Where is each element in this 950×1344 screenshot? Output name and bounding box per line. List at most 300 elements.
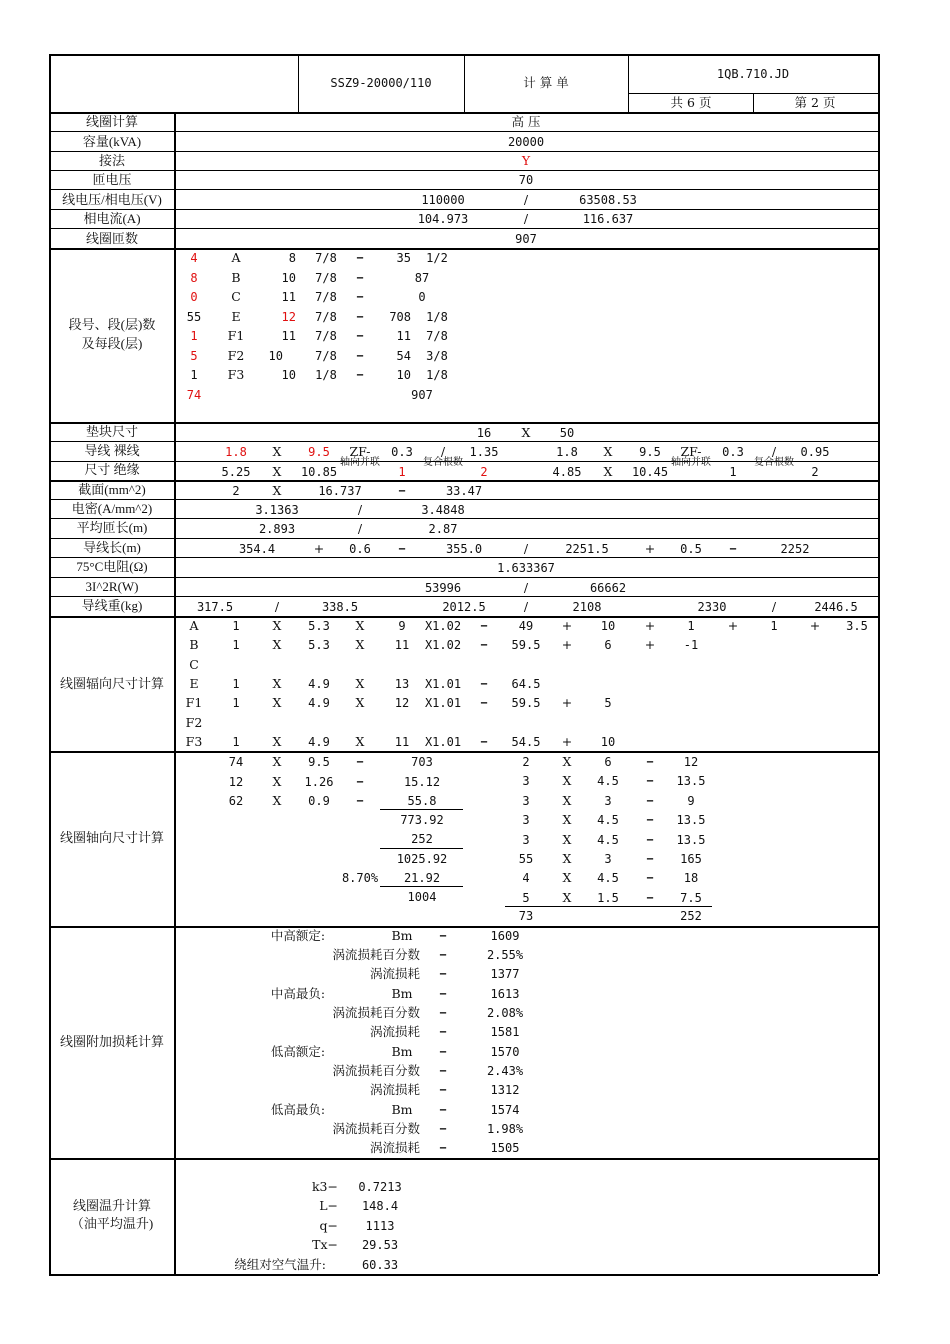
cell-text: 3 [522, 774, 530, 789]
rule-line [49, 480, 878, 482]
cell-text: 1312 [490, 1083, 520, 1097]
cell-text: − [439, 1025, 447, 1039]
cell-text: − [646, 871, 654, 886]
cell-text: X [272, 793, 282, 808]
cell-text: 10.45 [631, 465, 669, 479]
cell-text: 21.92 [403, 871, 441, 885]
segment-turns: 11 [281, 329, 296, 343]
cell-text: − [439, 1083, 447, 1097]
cell-text: 55 [518, 852, 534, 866]
radial-term: 10 [600, 734, 616, 749]
radial-term: − [480, 676, 488, 691]
cell-text: X [562, 831, 572, 847]
segment-count: 4 [190, 251, 198, 265]
section-label: 线圈附加损耗计算 [59, 1034, 165, 1049]
cell-text: X [521, 425, 531, 440]
radial-segment-name: F2 [185, 714, 203, 730]
dash: − [356, 290, 364, 304]
cell-text: X [562, 773, 572, 789]
radial-term: + [561, 733, 573, 749]
cell-text: 15.12 [403, 774, 441, 789]
rule-line [380, 886, 463, 887]
rule-line [49, 751, 878, 753]
radial-term: X [272, 695, 282, 711]
radial-segment-name: B [189, 637, 199, 653]
radial-term: X1.01 [424, 696, 462, 711]
rule-line [548, 461, 668, 462]
radial-term: + [727, 618, 739, 633]
cell-text: X [562, 851, 572, 866]
axial-parallel-label: 轴向并联 [671, 457, 711, 468]
loss-case-title: 中高额定: [270, 928, 326, 943]
cell-text: 2 [811, 465, 819, 479]
radial-term: 1 [232, 676, 240, 691]
section-label: 线圈辐向尺寸计算 [59, 676, 165, 691]
cell-text: 355.0 [445, 542, 483, 556]
segment-fraction: 7/8 [315, 329, 337, 343]
current-value-1: 104.973 [417, 212, 469, 226]
cell-text: 1.35 [469, 445, 499, 459]
composite-count-label: 复合根数 [423, 457, 463, 468]
cell-text: 13.5 [676, 832, 706, 847]
segment-count: 0 [190, 290, 198, 304]
loss-case-title: 低高最负: [270, 1102, 326, 1117]
cell-text: 252 [411, 832, 433, 846]
loss-case-title: 中高最负: [270, 986, 326, 1001]
temp-param: k3− [311, 1179, 338, 1194]
dash: − [356, 309, 364, 324]
segment-name: C [231, 289, 241, 304]
radial-term: X1.01 [424, 676, 462, 691]
cell-text: − [356, 794, 364, 808]
radial-term: 5.3 [308, 638, 330, 653]
cell-text: 3.4848 [421, 503, 465, 517]
radial-term: -1 [683, 638, 699, 653]
segment-turns: 10 [281, 270, 296, 285]
radial-term: 5.3 [308, 619, 330, 633]
radial-term: X [272, 675, 282, 691]
rule-line [753, 93, 754, 112]
row-label: 尺寸 绝缘 [84, 462, 140, 477]
rule-line [380, 848, 463, 849]
cell-text: / [771, 599, 777, 614]
cell-text: 3 [604, 852, 612, 866]
axial-total: 1004 [407, 890, 437, 904]
cell-text: X [272, 773, 282, 789]
cell-text: 1.5 [597, 890, 619, 905]
cell-text: − [646, 774, 654, 789]
cell-text: 12 [228, 774, 244, 789]
cell-text: 62 [228, 794, 244, 808]
cell-text: / [440, 444, 446, 459]
radial-term: 6 [604, 638, 612, 653]
cell-text: 18 [683, 871, 699, 886]
cell-text: 4 [522, 871, 530, 886]
cell-text: 2 [232, 484, 240, 498]
cell-text: + [313, 541, 325, 556]
cell-text: 1.26 [304, 774, 334, 789]
cell-text: 1505 [490, 1141, 520, 1155]
row-label: 3I^2R(W) [85, 579, 139, 594]
phase-voltage: 63508.53 [579, 193, 637, 207]
cell-text: 6 [604, 755, 612, 769]
rule-line [49, 616, 878, 618]
cell-text: ZF- [349, 444, 371, 459]
cell-text: 2 [522, 755, 530, 769]
radial-term: X [355, 637, 365, 653]
cell-text: 7.5 [680, 890, 702, 905]
cell-text: 1 [729, 465, 737, 479]
cell-text: 3 [604, 793, 612, 808]
temp-param: q− [319, 1218, 338, 1233]
cell-text: X [603, 464, 613, 479]
cell-text: − [439, 929, 447, 943]
cell-text: 2330 [697, 600, 727, 614]
cell-text: 66662 [589, 581, 627, 595]
cell-text: X [272, 464, 282, 479]
radial-term: 1 [232, 696, 240, 711]
rule-line [49, 441, 878, 442]
temp-param: L− [319, 1198, 338, 1213]
cell-text: − [646, 890, 654, 905]
cell-text: Bm [391, 986, 413, 1001]
section-label: （油平均温升) [70, 1216, 154, 1231]
cell-text: 16.737 [318, 484, 362, 498]
cell-text: / [357, 502, 363, 517]
radial-term: 4.9 [308, 676, 330, 691]
row-label: 线电压/相电压(V) [62, 192, 162, 207]
radial-term: X [355, 675, 365, 691]
rule-line [298, 54, 299, 112]
temp-value: 0.7213 [358, 1180, 402, 1194]
cell-text: 16 [476, 426, 492, 440]
cell-text: 252 [680, 909, 702, 923]
segment-total: 708 [389, 309, 411, 324]
page-number: 第 2 页 [794, 95, 836, 110]
radial-term: X1.02 [424, 619, 462, 633]
model-number: SSZ9-20000/110 [330, 76, 432, 90]
row-label: 电密(A/mm^2) [71, 501, 153, 516]
radial-term: − [480, 696, 488, 711]
cell-text: 50 [559, 426, 575, 440]
cell-text: X [272, 754, 282, 769]
cell-text: 0.9 [308, 794, 330, 808]
cell-text: 13.5 [676, 813, 706, 828]
cell-text: 703 [411, 755, 433, 769]
segment-total-fraction: 1/8 [426, 309, 448, 324]
radial-term: X [355, 733, 365, 749]
rule-line [878, 54, 880, 1274]
cell-text: 0.3 [391, 445, 413, 459]
cell-text: 1377 [490, 967, 520, 981]
cell-text: 2.43% [486, 1064, 524, 1078]
radial-term: 49 [518, 619, 534, 633]
turn-voltage-value: 70 [518, 173, 534, 187]
radial-term: X [272, 637, 282, 653]
cell-text: 8.70% [341, 871, 379, 885]
segment-name: F3 [227, 367, 245, 382]
cell-text: 338.5 [321, 600, 359, 614]
radial-term: + [809, 618, 821, 633]
segment-total: 87 [414, 270, 430, 285]
rule-line [49, 1274, 878, 1276]
segment-grand-total: 907 [411, 388, 433, 402]
cell-text: 2012.5 [442, 600, 486, 614]
dash: − [356, 348, 364, 363]
radial-term: 1 [770, 619, 778, 633]
cell-text: 1 [398, 465, 406, 479]
cell-text: − [439, 967, 447, 981]
segment-total-fraction: 7/8 [426, 329, 448, 343]
connection-value: Y [521, 153, 531, 168]
rule-line [49, 518, 878, 519]
radial-term: 54.5 [511, 734, 541, 749]
cell-text: / [523, 192, 529, 207]
cell-text: 74 [228, 755, 244, 769]
cell-text: 4.5 [597, 832, 619, 847]
cell-text: 55.8 [407, 794, 437, 808]
cell-text: 3.1363 [255, 503, 299, 517]
cell-text: − [646, 813, 654, 828]
cell-text: 317.5 [196, 600, 234, 614]
segment-total: 10 [396, 368, 411, 382]
radial-term: − [480, 638, 488, 653]
cell-text: 5.25 [221, 465, 251, 479]
doc-number: 1QB.710.JD [716, 67, 790, 81]
row-label: 导线长(m) [83, 540, 141, 555]
segments-label: 段号、段(层)数 [68, 317, 156, 332]
cell-text: / [523, 580, 529, 595]
rule-line [49, 131, 878, 132]
cell-text: 涡流损耗百分数 [332, 1121, 420, 1136]
bare-height: 9.5 [639, 445, 661, 459]
bare-height: 9.5 [308, 445, 330, 459]
segment-count: 1 [190, 329, 198, 343]
cell-text: − [439, 1122, 447, 1136]
radial-term: X1.02 [424, 638, 462, 653]
cell-text: 9.5 [308, 755, 330, 769]
section-label: 线圈轴向尺寸计算 [59, 830, 165, 845]
radial-term: 1 [687, 619, 695, 633]
temp-param: 绕组对空气温升: [234, 1257, 326, 1272]
cell-text: + [644, 541, 656, 556]
cell-text: 2.08% [486, 1006, 524, 1020]
cell-text: 2.55% [486, 948, 524, 962]
cell-text: 2.87 [428, 522, 458, 536]
doc-title: 计 算 单 [523, 75, 569, 90]
rule-line [49, 538, 878, 539]
radial-term: 4.9 [308, 696, 330, 711]
cell-text: 4.5 [597, 774, 619, 789]
segment-name: F1 [227, 328, 245, 343]
segment-total: 11 [396, 329, 411, 343]
cell-text: 2252 [780, 542, 810, 556]
segment-total-count: 74 [186, 388, 202, 402]
segment-total: 35 [396, 251, 411, 265]
segment-turns: 11 [281, 290, 296, 304]
radial-term: 1 [232, 734, 240, 749]
segment-fraction: 7/8 [315, 348, 337, 363]
cell-text: X [562, 870, 572, 886]
cell-text: 0.6 [349, 542, 371, 556]
radial-term: 11 [394, 734, 410, 749]
radial-term: 64.5 [511, 676, 541, 691]
cell-text: 3 [522, 813, 530, 828]
cell-text: X [562, 792, 572, 808]
axial-parallel-label: 轴向并联 [340, 457, 380, 468]
cell-text: 1613 [490, 987, 520, 1001]
cell-text: − [439, 948, 447, 962]
rule-line [49, 422, 878, 424]
radial-term: X [355, 695, 365, 711]
segment-fraction: 7/8 [315, 270, 337, 285]
cell-text: 354.4 [238, 542, 276, 556]
cell-text: − [356, 774, 364, 789]
row-label: 线圈匝数 [85, 231, 139, 246]
resistance-value: 1.633367 [497, 561, 555, 575]
cell-text: 2251.5 [565, 542, 609, 556]
capacity-value: 20000 [507, 135, 545, 149]
cell-text: 165 [680, 852, 702, 866]
cell-text: 12 [683, 755, 699, 769]
segment-name: B [231, 269, 241, 285]
row-label: 容量(kVA) [82, 134, 142, 149]
cell-text: − [646, 793, 654, 808]
cell-text: Bm [391, 1044, 413, 1059]
cell-text: 2108 [572, 600, 602, 614]
row-label: 垫块尺寸 [85, 424, 139, 439]
cell-text: X [272, 483, 282, 498]
cell-text: 涡流损耗百分数 [332, 1005, 420, 1020]
cell-text: 涡流损耗 [369, 1082, 420, 1097]
cell-text: 13.5 [676, 774, 706, 789]
radial-term: 9 [398, 619, 406, 633]
radial-term: 59.5 [511, 638, 541, 653]
row-label: 接法 [98, 153, 126, 168]
radial-term: + [561, 618, 573, 633]
current-value-2: 116.637 [582, 212, 634, 226]
temp-param: Tx− [312, 1237, 338, 1252]
radial-term: 59.5 [511, 696, 541, 711]
cell-text: Bm [391, 1102, 413, 1117]
row-label: 相电流(A) [83, 211, 141, 226]
cell-text: − [439, 1045, 447, 1059]
cell-text: / [523, 541, 529, 556]
row-label: 75°C电阻(Ω) [76, 559, 148, 574]
segment-total: 0 [418, 290, 426, 304]
radial-term: X [272, 733, 282, 749]
temp-value: 1113 [365, 1219, 395, 1233]
radial-segment-name: A [189, 618, 199, 633]
cell-text: / [523, 211, 529, 226]
cell-text: − [439, 1103, 447, 1117]
cell-text: / [357, 521, 363, 536]
cell-text: 3 [522, 832, 530, 847]
cell-text: 0.95 [800, 445, 830, 459]
segments-label: 及每段(层) [81, 336, 143, 351]
cell-text: 33.47 [445, 484, 483, 498]
radial-term: + [644, 618, 656, 633]
bare-width: 1.8 [556, 445, 578, 459]
cell-text: 10.85 [300, 465, 338, 479]
rule-line [380, 809, 463, 810]
segment-name: A [231, 250, 241, 265]
rule-line [49, 151, 878, 152]
radial-segment-name: F1 [185, 695, 203, 711]
radial-term: 11 [394, 638, 410, 653]
segment-count: 1 [190, 368, 198, 382]
segment-fraction: 7/8 [315, 290, 337, 304]
cell-text: 涡流损耗 [369, 966, 420, 981]
cell-text: X [272, 444, 282, 459]
segment-turns: 10 [281, 368, 296, 382]
temp-value: 148.4 [361, 1199, 399, 1213]
segment-count: 5 [190, 348, 198, 363]
rule-line [628, 93, 878, 94]
cell-text: 涡流损耗百分数 [332, 947, 420, 962]
radial-term: X [355, 618, 365, 633]
rule-line [49, 1158, 878, 1160]
cell-text: Bm [391, 928, 413, 943]
cell-text: − [439, 987, 447, 1001]
cell-text: 1574 [490, 1103, 520, 1117]
cell-text: − [356, 755, 364, 769]
radial-term: 1 [232, 619, 240, 633]
cell-text: 涡流损耗百分数 [332, 1063, 420, 1078]
dash: − [356, 270, 364, 285]
cell-text: 1.98% [486, 1122, 524, 1136]
rule-line [628, 54, 629, 112]
segment-count: 55 [186, 309, 202, 324]
loss-case-title: 低高额定: [270, 1044, 326, 1059]
rule-line [174, 112, 176, 1274]
row-label: 导线重(kg) [81, 598, 143, 613]
bare-width: 1.8 [225, 445, 247, 459]
cell-text: − [646, 852, 654, 866]
radial-term: + [561, 637, 573, 653]
rule-line [49, 557, 878, 558]
section-label: 线圈温升计算 [72, 1198, 152, 1213]
rule-line [216, 461, 338, 462]
cell-text: 73 [518, 909, 534, 923]
row-label: 平均匝长(m) [76, 520, 148, 535]
cell-text: X [562, 889, 572, 905]
coil-side: 高 压 [511, 114, 541, 129]
segment-fraction: 1/8 [315, 368, 337, 382]
turns-value: 907 [515, 232, 537, 246]
segment-total-fraction: 3/8 [426, 348, 448, 363]
cell-text: 涡流损耗 [369, 1140, 420, 1155]
radial-segment-name: C [189, 656, 199, 672]
dash: − [356, 329, 364, 343]
rule-line [464, 54, 465, 112]
radial-term: 12 [394, 696, 410, 711]
cell-text: − [646, 832, 654, 847]
cell-text: / [771, 444, 777, 459]
cell-text: 9 [687, 793, 695, 808]
segment-turns: 8 [288, 251, 296, 265]
total-pages: 共 6 页 [670, 95, 712, 110]
cell-text: 2 [480, 465, 488, 479]
rule-line [49, 248, 878, 250]
rule-line [49, 228, 878, 229]
cell-text: 1025.92 [396, 852, 448, 866]
row-label: 线圈计算 [85, 114, 139, 129]
cell-text: 涡流损耗 [369, 1024, 420, 1039]
rule-line [49, 170, 878, 171]
radial-term: + [561, 695, 573, 711]
composite-count-label: 复合根数 [754, 457, 794, 468]
